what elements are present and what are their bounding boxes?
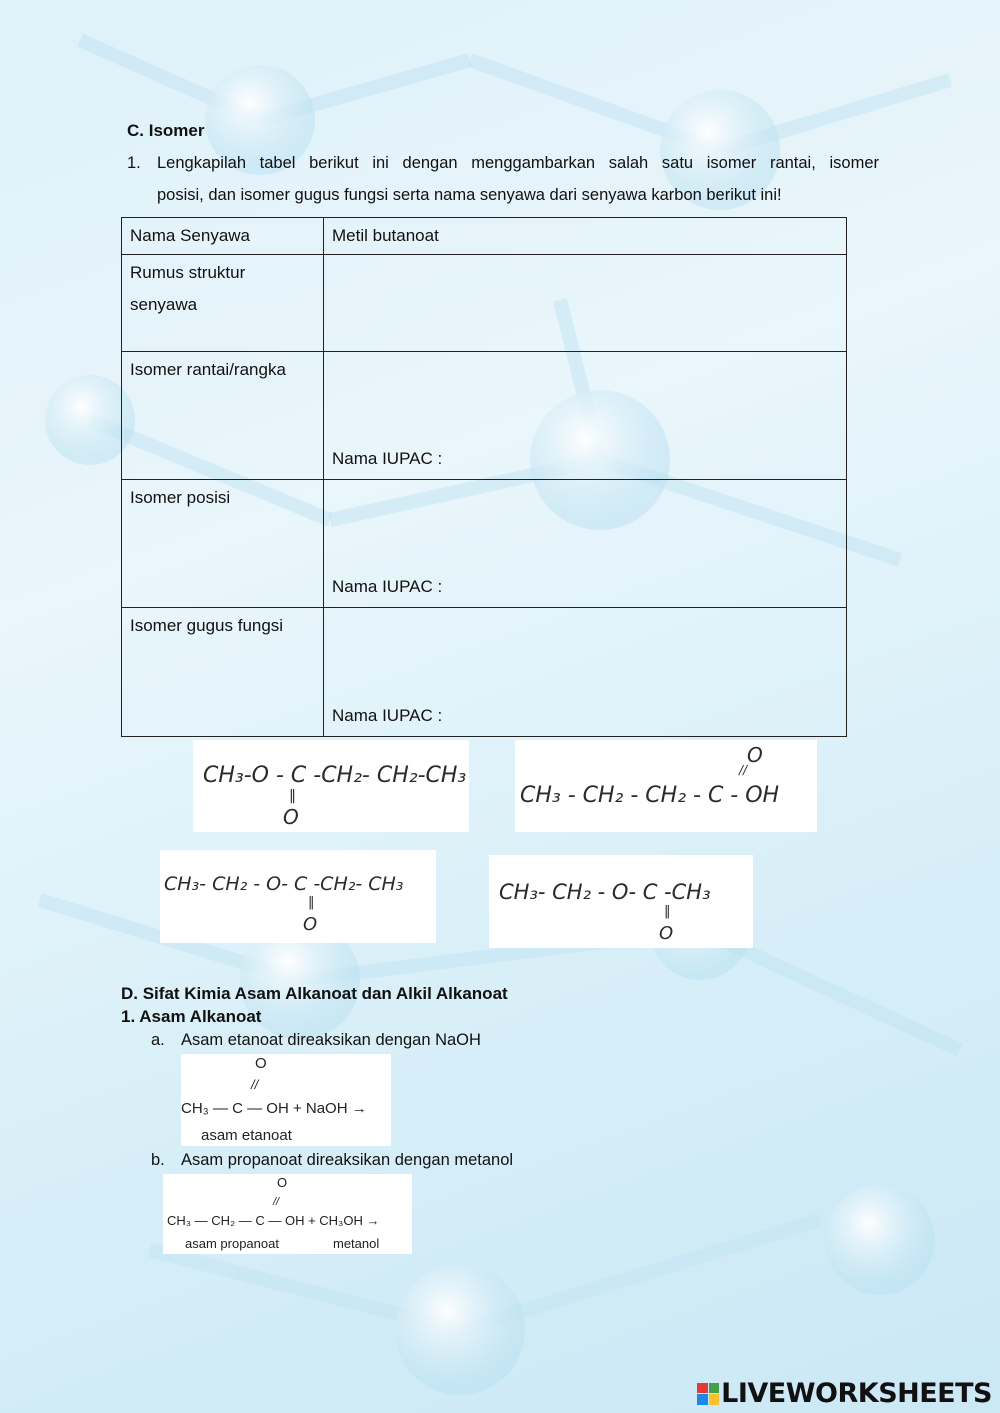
section-c-heading: C. Isomer bbox=[127, 121, 205, 140]
oxygen-atom: O bbox=[283, 805, 299, 829]
iupac-label: Nama IUPAC : bbox=[332, 449, 443, 468]
table-row bbox=[122, 352, 847, 480]
liveworksheets-logo bbox=[697, 1378, 992, 1409]
compound-name-cell: Metil butanoat bbox=[324, 218, 847, 255]
table-row bbox=[122, 608, 847, 737]
row-label-isomer-posisi: Isomer posisi bbox=[122, 480, 324, 608]
oxygen-atom: O bbox=[747, 743, 763, 767]
oxygen-atom: O bbox=[303, 914, 318, 935]
answer-formula: CH₃-O - C -CH₂- CH₂-CH₃ bbox=[203, 763, 467, 788]
isomer-gugus-fungsi-answer-cell[interactable] bbox=[324, 608, 847, 737]
question-1-number: 1. bbox=[127, 154, 141, 172]
answer-formula: CH₃ - CH₂ - CH₂ - C - OH bbox=[520, 783, 780, 808]
reaction-b-caption-methanol: metanol bbox=[333, 1236, 380, 1251]
double-bond-mark: // bbox=[273, 1196, 280, 1208]
question-1-line-1: Lengkapilah tabel berikut ini dengan menggambarkan salah satu isomer rantai, isomer bbox=[157, 154, 879, 172]
reaction-a-image bbox=[181, 1054, 391, 1146]
oxygen-atom: O bbox=[659, 923, 674, 944]
answer-card-ethyl-propanoate[interactable] bbox=[160, 850, 436, 943]
iupac-label: Nama IUPAC : bbox=[332, 706, 443, 725]
answer-formula: CH₃- CH₂ - O- C -CH₃ bbox=[499, 880, 711, 904]
item-a-label: a. bbox=[151, 1031, 165, 1049]
table-row bbox=[122, 480, 847, 608]
double-bond-mark: // bbox=[251, 1077, 259, 1092]
reaction-b-image bbox=[163, 1174, 412, 1254]
double-bond-mark: ‖ bbox=[308, 895, 315, 910]
double-bond-mark: // bbox=[739, 763, 748, 777]
answer-card-ethyl-ethanoate[interactable] bbox=[489, 855, 753, 948]
liveworksheets-logo-icon bbox=[697, 1383, 719, 1405]
row-label-isomer-gugus-fungsi: Isomer gugus fungsi bbox=[122, 608, 324, 737]
answer-card-butanoic-acid[interactable] bbox=[515, 740, 817, 832]
isomer-posisi-answer-cell[interactable] bbox=[324, 480, 847, 608]
liveworksheets-logo-text: LIVEWORKSHEETS bbox=[721, 1378, 992, 1409]
oxygen-atom: O bbox=[255, 1055, 267, 1072]
answer-card-methyl-butanoate[interactable] bbox=[193, 740, 469, 832]
structure-answer-cell[interactable] bbox=[324, 255, 847, 352]
rumus-label-line-2: senyawa bbox=[130, 295, 198, 314]
item-b-label: b. bbox=[151, 1151, 165, 1169]
iupac-label: Nama IUPAC : bbox=[332, 577, 443, 596]
row-label-rumus-struktur bbox=[122, 255, 324, 352]
item-b-text: Asam propanoat direaksikan dengan metanol bbox=[181, 1151, 514, 1169]
item-a-text: Asam etanoat direaksikan dengan NaOH bbox=[181, 1031, 481, 1049]
question-1-line-2: posisi, dan isomer gugus fungsi serta nama senyawa dari senyawa karbon berikut ini! bbox=[157, 186, 782, 204]
oxygen-atom: O bbox=[277, 1175, 288, 1190]
section-d-heading: D. Sifat Kimia Asam Alkanoat dan Alkil Alkanoat bbox=[121, 984, 508, 1003]
subsection-asam-alkanoat: 1. Asam Alkanoat bbox=[121, 1007, 262, 1026]
answer-formula: CH₃- CH₂ - O- C -CH₂- CH₃ bbox=[164, 873, 404, 895]
isomer-table bbox=[121, 217, 847, 737]
table-row bbox=[122, 255, 847, 352]
double-bond-mark: ‖ bbox=[289, 788, 296, 804]
row-label-nama-senyawa: Nama Senyawa bbox=[122, 218, 324, 255]
reaction-a-caption: asam etanoat bbox=[201, 1127, 292, 1144]
reaction-b-equation: CH₃ — CH₂ — C — OH + CH₃OH → bbox=[167, 1213, 380, 1228]
rumus-label-line-1: Rumus struktur bbox=[130, 263, 246, 282]
reaction-b-caption-acid: asam propanoat bbox=[185, 1236, 279, 1251]
isomer-rantai-answer-cell[interactable] bbox=[324, 352, 847, 480]
table-row bbox=[122, 218, 847, 255]
row-label-isomer-rantai: Isomer rantai/rangka bbox=[122, 352, 324, 480]
double-bond-mark: ‖ bbox=[664, 904, 671, 919]
reaction-a-equation: CH₃ — C — OH + NaOH → bbox=[181, 1100, 367, 1117]
